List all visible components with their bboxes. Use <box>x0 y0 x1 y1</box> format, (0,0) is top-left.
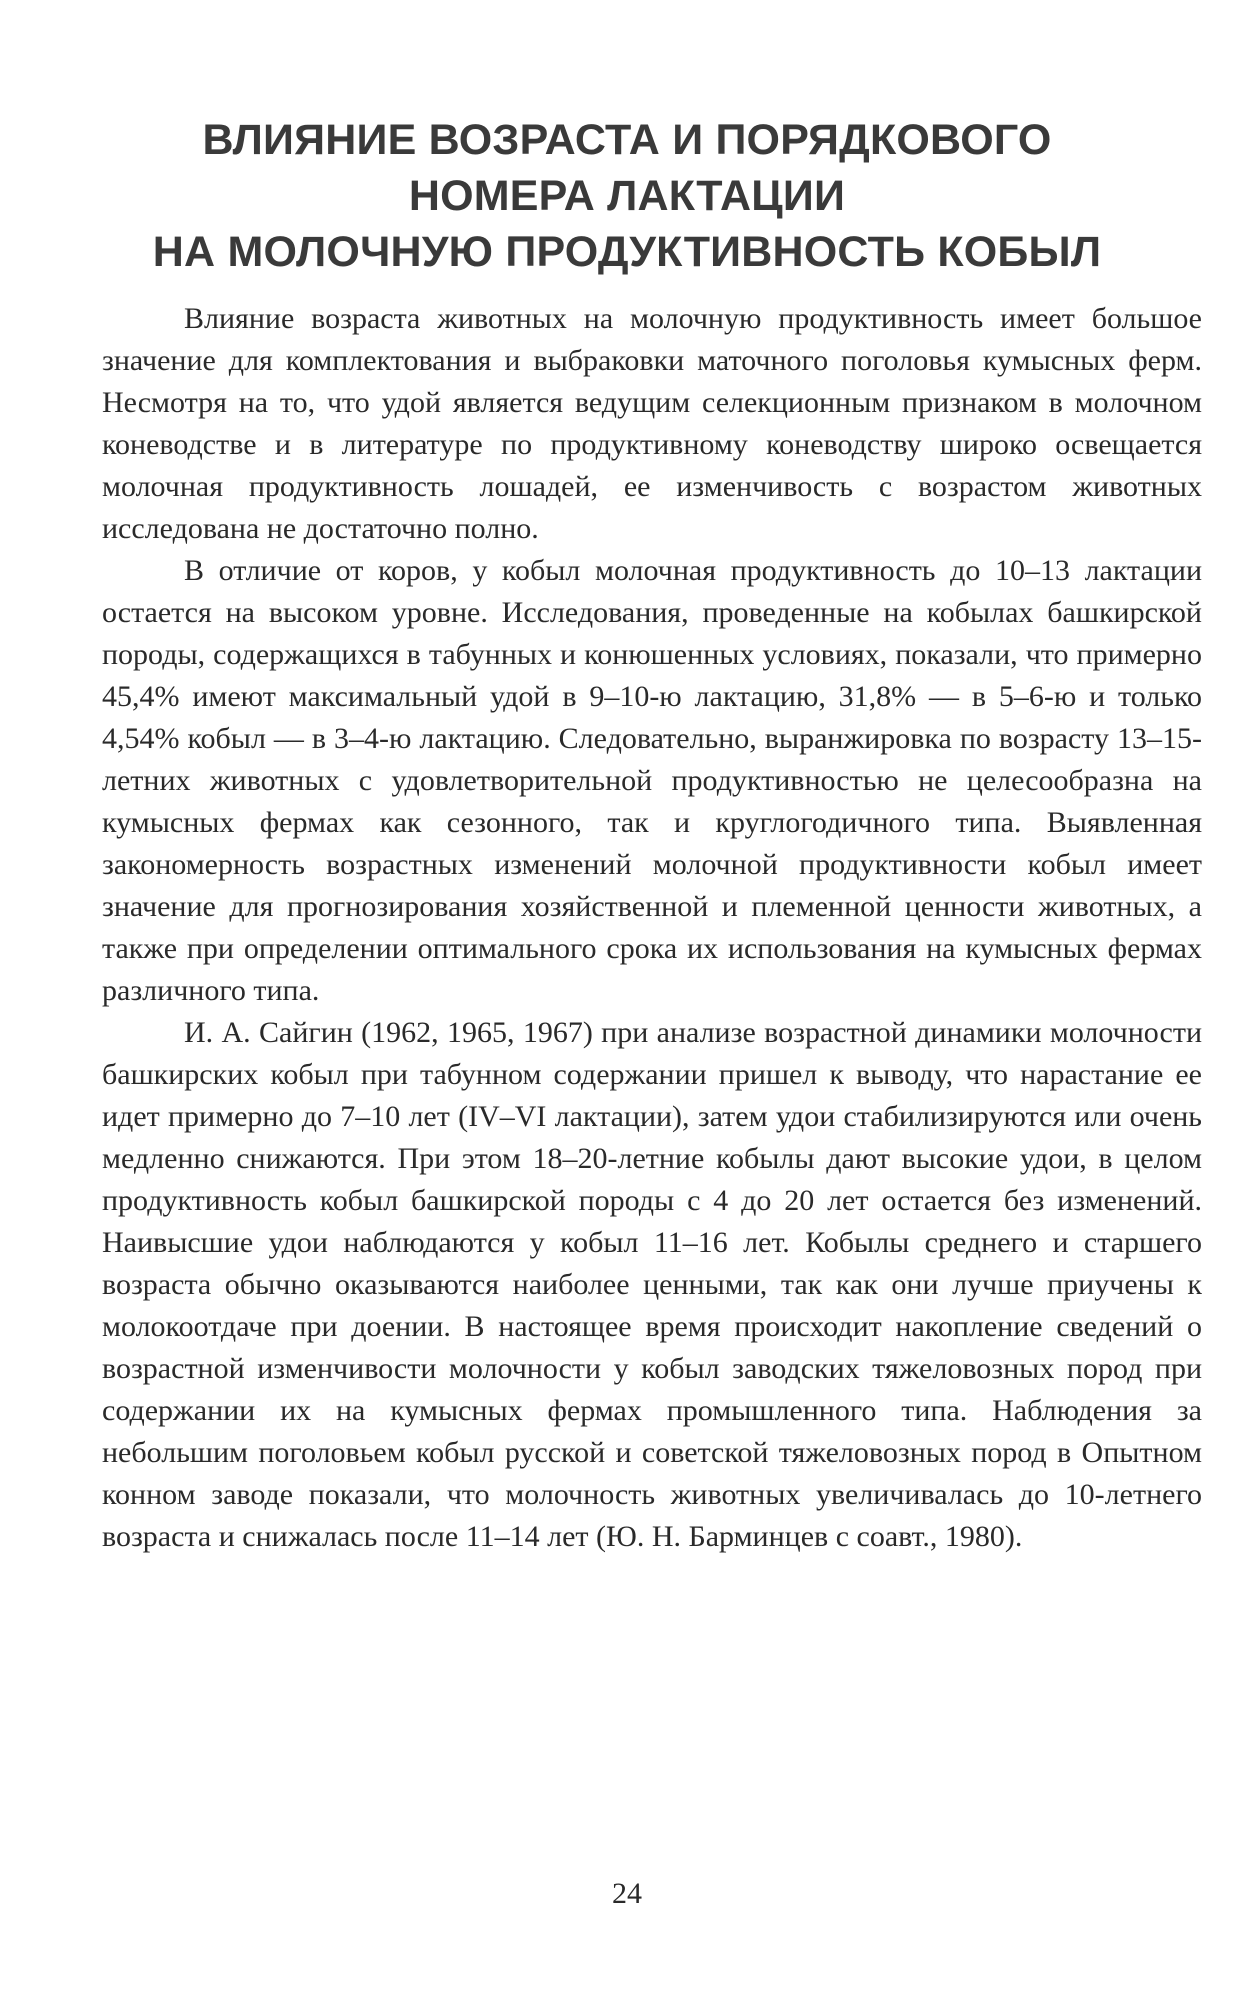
body-text <box>102 298 1202 1558</box>
title-line-2: НОМЕРА ЛАКТАЦИИ <box>408 172 846 220</box>
title-line-3: НА МОЛОЧНУЮ ПРОДУКТИВНОСТЬ КОБЫЛ <box>152 228 1102 276</box>
paragraph-2: В отличие от коров, у кобыл молочная продуктивность до 10–13 лактации остается на высоком уровне. Исследования, проведенные на кобылах башкирской породы, содержащихся в табунных и конюшенных условиях, показали, что примерно 45,4% имеют максимальный удой в 9–10-ю лактацию, 31,8% — в 5–6-ю и только 4,54% кобыл — в 3–4-ю лактацию. Следовательно, выранжировка по возрасту 13–15-летних животных с удовлетворительной продуктивностью не целесообразна на кумысных фермах как сезонного, так и круглогодичного типа. Выявленная закономерность возрастных изменений молочной продуктивности кобыл имеет значение для прогнозирования хозяйственной и племенной ценности животных, а также при определении оптимального срока их использования на кумысных фермах различного типа. <box>102 554 1202 1007</box>
paragraph-1: Влияние возраста животных на молочную продуктивность имеет большое значение для комплектования и выбраковки маточного поголовья кумысных ферм. Несмотря на то, что удой является ведущим селекционным признаком в молочном коневодстве и в литературе по продуктивному коневодству широко освещается молочная продуктивность лошадей, ее изменчивость с возрастом животных исследована не достаточно полно. <box>102 302 1202 545</box>
page-title <box>100 112 1154 280</box>
page-number: 24 <box>612 1877 642 1910</box>
paragraph-3: И. А. Сайгин (1962, 1965, 1967) при анализе возрастной динамики молочности башкирских кобыл при табунном содержании пришел к выводу, что нарастание ее идет примерно до 7–10 лет (IV–VI лактации), затем удои стабилизируются или очень медленно снижаются. При этом 18–20-летние кобылы дают высокие удои, в целом продуктивность кобыл башкирской породы с 4 до 20 лет остается без изменений. Наивысшие удои наблюдаются у кобыл 11–16 лет. Кобылы среднего и старшего возраста обычно оказываются наиболее ценными, так как они лучше приучены к молокоотдаче при доении. В настоящее время происходит накопление сведений о возрастной изменчивости молочности у кобыл заводских тяжеловозных пород при содержании их на кумысных фермах промышленного типа. Наблюдения за небольшим поголовьем кобыл русской и советской тяжеловозных пород в Опытном конном заводе показали, что молочность животных увеличивалась до 10-летнего возраста и снижалась после 11–14 лет (Ю. Н. Барминцев с соавт., 1980). <box>102 1016 1202 1553</box>
title-line-1: ВЛИЯНИЕ ВОЗРАСТА И ПОРЯДКОВОГО <box>202 116 1052 164</box>
